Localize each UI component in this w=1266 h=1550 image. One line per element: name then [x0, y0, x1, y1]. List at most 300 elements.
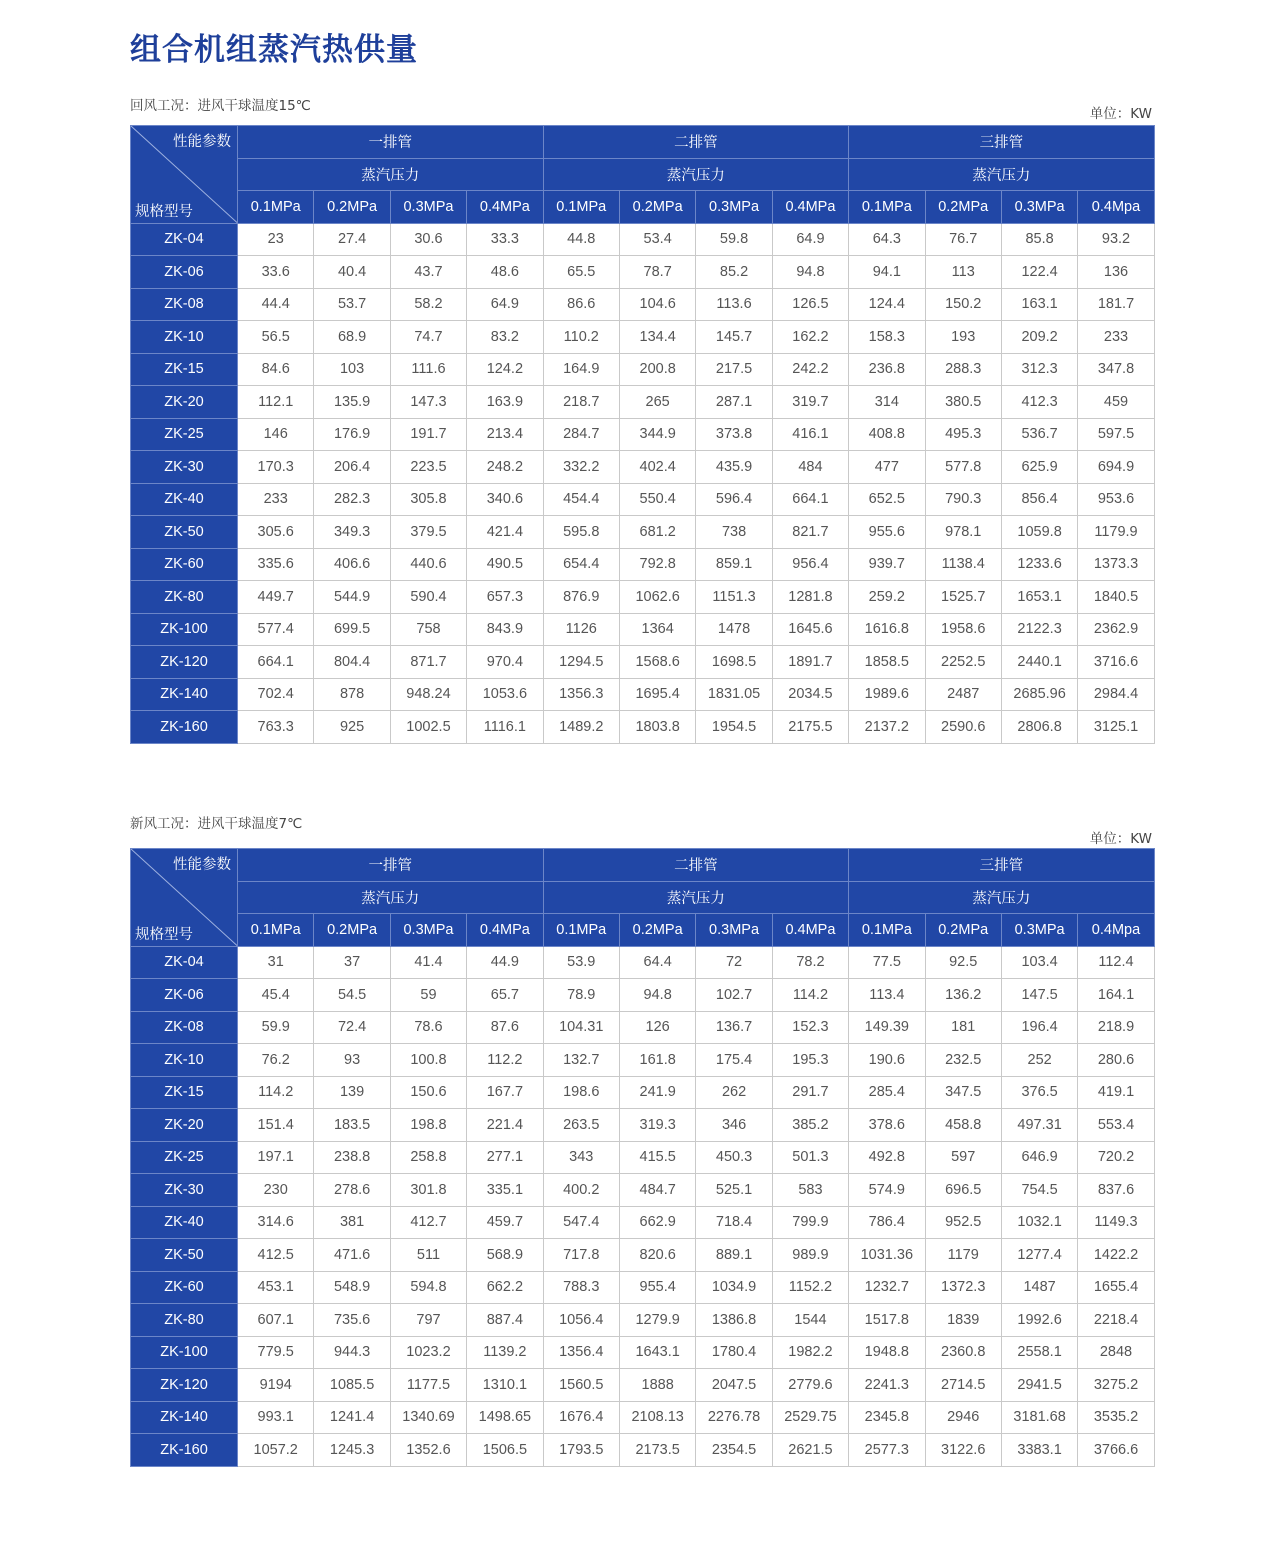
value-cell: 64.9 — [467, 288, 543, 321]
value-cell: 113 — [925, 256, 1001, 289]
value-cell: 1695.4 — [619, 678, 695, 711]
value-cell: 340.6 — [467, 483, 543, 516]
pressure-value-header-cell: 0.2MPa — [619, 191, 695, 224]
model-cell: ZK-04 — [131, 223, 238, 256]
value-cell: 989.9 — [772, 1239, 848, 1272]
value-cell: 209.2 — [1001, 321, 1077, 354]
value-cell: 681.2 — [619, 516, 695, 549]
value-cell: 2946 — [925, 1401, 1001, 1434]
model-cell: ZK-20 — [131, 386, 238, 419]
value-cell: 652.5 — [849, 483, 925, 516]
table-row — [131, 1141, 1155, 1174]
table-row — [131, 711, 1155, 744]
value-cell: 102.7 — [696, 979, 772, 1012]
value-cell: 104.31 — [543, 1011, 619, 1044]
value-cell: 664.1 — [772, 483, 848, 516]
value-cell: 717.8 — [543, 1239, 619, 1272]
value-cell: 1954.5 — [696, 711, 772, 744]
value-cell: 3766.6 — [1078, 1434, 1154, 1467]
value-cell: 1340.69 — [390, 1401, 466, 1434]
value-cell: 381 — [314, 1206, 390, 1239]
value-cell: 126.5 — [772, 288, 848, 321]
value-cell: 450.3 — [696, 1141, 772, 1174]
value-cell: 459 — [1078, 386, 1154, 419]
value-cell: 9194 — [238, 1369, 314, 1402]
value-cell: 1793.5 — [543, 1434, 619, 1467]
value-cell: 64.9 — [772, 223, 848, 256]
value-cell: 2241.3 — [849, 1369, 925, 1402]
value-cell: 346 — [696, 1109, 772, 1142]
value-cell: 1517.8 — [849, 1304, 925, 1337]
model-cell: ZK-140 — [131, 1401, 238, 1434]
value-cell: 1568.6 — [619, 646, 695, 679]
value-cell: 859.1 — [696, 548, 772, 581]
value-cell: 314 — [849, 386, 925, 419]
value-cell: 2984.4 — [1078, 678, 1154, 711]
model-cell: ZK-15 — [131, 353, 238, 386]
value-cell: 1310.1 — [467, 1369, 543, 1402]
pressure-header-cell: 蒸汽压力 — [238, 158, 544, 191]
value-cell: 198.6 — [543, 1076, 619, 1109]
value-cell: 206.4 — [314, 451, 390, 484]
value-cell: 2487 — [925, 678, 1001, 711]
value-cell: 792.8 — [619, 548, 695, 581]
value-cell: 223.5 — [390, 451, 466, 484]
corner-header-cell — [131, 849, 238, 947]
value-cell: 735.6 — [314, 1304, 390, 1337]
value-cell: 1840.5 — [1078, 581, 1154, 614]
model-cell: ZK-80 — [131, 581, 238, 614]
value-cell: 786.4 — [849, 1206, 925, 1239]
value-cell: 132.7 — [543, 1044, 619, 1077]
value-cell: 113.4 — [849, 979, 925, 1012]
value-cell: 236.8 — [849, 353, 925, 386]
value-cell: 550.4 — [619, 483, 695, 516]
value-cell: 449.7 — [238, 581, 314, 614]
corner-bottom-label: 规格型号 — [135, 203, 193, 220]
value-cell: 44.4 — [238, 288, 314, 321]
page-title: 组合机组蒸汽热供量 — [130, 32, 418, 68]
value-cell: 1151.3 — [696, 581, 772, 614]
value-cell: 1356.3 — [543, 678, 619, 711]
value-cell: 2621.5 — [772, 1434, 848, 1467]
value-cell: 878 — [314, 678, 390, 711]
value-cell: 196.4 — [1001, 1011, 1077, 1044]
pressure-value-header-cell: 0.3MPa — [1001, 914, 1077, 947]
value-cell: 2252.5 — [925, 646, 1001, 679]
value-cell: 1138.4 — [925, 548, 1001, 581]
pressure-value-header-cell: 0.2MPa — [314, 191, 390, 224]
value-cell: 2806.8 — [1001, 711, 1077, 744]
model-cell: ZK-30 — [131, 1174, 238, 1207]
value-cell: 3122.6 — [925, 1434, 1001, 1467]
value-cell: 103.4 — [1001, 946, 1077, 979]
value-cell: 2034.5 — [772, 678, 848, 711]
value-cell: 490.5 — [467, 548, 543, 581]
value-cell: 1177.5 — [390, 1369, 466, 1402]
value-cell: 871.7 — [390, 646, 466, 679]
value-cell: 1676.4 — [543, 1401, 619, 1434]
value-cell: 258.8 — [390, 1141, 466, 1174]
value-cell: 525.1 — [696, 1174, 772, 1207]
value-cell: 176.9 — [314, 418, 390, 451]
table-row — [131, 1369, 1155, 1402]
value-cell: 78.2 — [772, 946, 848, 979]
pressure-header-cell: 蒸汽压力 — [849, 881, 1155, 914]
value-cell: 696.5 — [925, 1174, 1001, 1207]
value-cell: 454.4 — [543, 483, 619, 516]
value-cell: 76.7 — [925, 223, 1001, 256]
table-row — [131, 321, 1155, 354]
table-row — [131, 548, 1155, 581]
value-cell: 856.4 — [1001, 483, 1077, 516]
value-cell: 40.4 — [314, 256, 390, 289]
value-cell: 288.3 — [925, 353, 1001, 386]
value-cell: 495.3 — [925, 418, 1001, 451]
value-cell: 53.7 — [314, 288, 390, 321]
value-cell: 1059.8 — [1001, 516, 1077, 549]
value-cell: 607.1 — [238, 1304, 314, 1337]
value-cell: 135.9 — [314, 386, 390, 419]
value-cell: 1031.36 — [849, 1239, 925, 1272]
pressure-header-cell: 蒸汽压力 — [543, 881, 849, 914]
value-cell: 72.4 — [314, 1011, 390, 1044]
value-cell: 238.8 — [314, 1141, 390, 1174]
model-cell: ZK-50 — [131, 516, 238, 549]
value-cell: 94.8 — [772, 256, 848, 289]
value-cell: 2360.8 — [925, 1336, 1001, 1369]
value-cell: 412.7 — [390, 1206, 466, 1239]
value-cell: 1139.2 — [467, 1336, 543, 1369]
value-cell: 163.9 — [467, 386, 543, 419]
value-cell: 41.4 — [390, 946, 466, 979]
table-row — [131, 581, 1155, 614]
table-row — [131, 1206, 1155, 1239]
value-cell: 349.3 — [314, 516, 390, 549]
value-cell: 3535.2 — [1078, 1401, 1154, 1434]
value-cell: 112.4 — [1078, 946, 1154, 979]
value-cell: 577.4 — [238, 613, 314, 646]
table-row — [131, 1271, 1155, 1304]
pressure-header-cell: 蒸汽压力 — [543, 158, 849, 191]
value-cell: 287.1 — [696, 386, 772, 419]
value-cell: 597 — [925, 1141, 1001, 1174]
model-cell: ZK-10 — [131, 321, 238, 354]
value-cell: 790.3 — [925, 483, 1001, 516]
value-cell: 1958.6 — [925, 613, 1001, 646]
value-cell: 122.4 — [1001, 256, 1077, 289]
value-cell: 86.6 — [543, 288, 619, 321]
value-cell: 955.6 — [849, 516, 925, 549]
table-row — [131, 353, 1155, 386]
value-cell: 1149.3 — [1078, 1206, 1154, 1239]
pressure-value-header-cell: 0.3MPa — [696, 191, 772, 224]
value-cell: 233 — [1078, 321, 1154, 354]
value-cell: 459.7 — [467, 1206, 543, 1239]
value-cell: 577.8 — [925, 451, 1001, 484]
value-cell: 1364 — [619, 613, 695, 646]
value-cell: 74.7 — [390, 321, 466, 354]
value-cell: 2345.8 — [849, 1401, 925, 1434]
value-cell: 77.5 — [849, 946, 925, 979]
model-cell: ZK-20 — [131, 1109, 238, 1142]
value-cell: 3181.68 — [1001, 1401, 1077, 1434]
value-cell: 843.9 — [467, 613, 543, 646]
value-cell: 100.8 — [390, 1044, 466, 1077]
value-cell: 406.6 — [314, 548, 390, 581]
value-cell: 213.4 — [467, 418, 543, 451]
value-cell: 83.2 — [467, 321, 543, 354]
value-cell: 664.1 — [238, 646, 314, 679]
value-cell: 291.7 — [772, 1076, 848, 1109]
value-cell: 136 — [1078, 256, 1154, 289]
value-cell: 2276.78 — [696, 1401, 772, 1434]
value-cell: 37 — [314, 946, 390, 979]
value-cell: 147.3 — [390, 386, 466, 419]
group-header-cell: 一排管 — [238, 126, 544, 159]
value-cell: 625.9 — [1001, 451, 1077, 484]
value-cell: 2175.5 — [772, 711, 848, 744]
value-cell: 590.4 — [390, 581, 466, 614]
value-cell: 183.5 — [314, 1109, 390, 1142]
value-cell: 161.8 — [619, 1044, 695, 1077]
value-cell: 1888 — [619, 1369, 695, 1402]
value-cell: 93 — [314, 1044, 390, 1077]
value-cell: 400.2 — [543, 1174, 619, 1207]
value-cell: 31 — [238, 946, 314, 979]
value-cell: 415.5 — [619, 1141, 695, 1174]
value-cell: 23 — [238, 223, 314, 256]
pressure-value-header-cell: 0.2MPa — [619, 914, 695, 947]
value-cell: 657.3 — [467, 581, 543, 614]
value-cell: 497.31 — [1001, 1109, 1077, 1142]
value-cell: 662.2 — [467, 1271, 543, 1304]
value-cell: 170.3 — [238, 451, 314, 484]
value-cell: 1152.2 — [772, 1271, 848, 1304]
model-cell: ZK-25 — [131, 1141, 238, 1174]
table-row — [131, 1044, 1155, 1077]
value-cell: 662.9 — [619, 1206, 695, 1239]
model-cell: ZK-160 — [131, 711, 238, 744]
value-cell: 112.1 — [238, 386, 314, 419]
value-cell: 78.7 — [619, 256, 695, 289]
value-cell: 754.5 — [1001, 1174, 1077, 1207]
value-cell: 1057.2 — [238, 1434, 314, 1467]
value-cell: 347.5 — [925, 1076, 1001, 1109]
value-cell: 955.4 — [619, 1271, 695, 1304]
value-cell: 408.8 — [849, 418, 925, 451]
value-cell: 3383.1 — [1001, 1434, 1077, 1467]
value-cell: 242.2 — [772, 353, 848, 386]
value-cell: 146 — [238, 418, 314, 451]
value-cell: 335.6 — [238, 548, 314, 581]
value-cell: 2714.5 — [925, 1369, 1001, 1402]
value-cell: 136.2 — [925, 979, 1001, 1012]
value-cell: 889.1 — [696, 1239, 772, 1272]
value-cell: 471.6 — [314, 1239, 390, 1272]
model-cell: ZK-60 — [131, 548, 238, 581]
value-cell: 477 — [849, 451, 925, 484]
value-cell: 94.1 — [849, 256, 925, 289]
value-cell: 484 — [772, 451, 848, 484]
value-cell: 1034.9 — [696, 1271, 772, 1304]
value-cell: 758 — [390, 613, 466, 646]
model-cell: ZK-10 — [131, 1044, 238, 1077]
value-cell: 54.5 — [314, 979, 390, 1012]
value-cell: 378.6 — [849, 1109, 925, 1142]
pressure-value-header-cell: 0.1MPa — [543, 191, 619, 224]
model-cell: ZK-06 — [131, 256, 238, 289]
value-cell: 113.6 — [696, 288, 772, 321]
value-cell: 694.9 — [1078, 451, 1154, 484]
value-cell: 68.9 — [314, 321, 390, 354]
value-cell: 379.5 — [390, 516, 466, 549]
value-cell: 252 — [1001, 1044, 1077, 1077]
value-cell: 548.9 — [314, 1271, 390, 1304]
value-cell: 797 — [390, 1304, 466, 1337]
value-cell: 59.9 — [238, 1011, 314, 1044]
value-cell: 59 — [390, 979, 466, 1012]
corner-top-label: 性能参数 — [173, 134, 231, 150]
value-cell: 53.9 — [543, 946, 619, 979]
value-cell: 92.5 — [925, 946, 1001, 979]
value-cell: 1982.2 — [772, 1336, 848, 1369]
table-row — [131, 451, 1155, 484]
table-row — [131, 256, 1155, 289]
pressure-header-cell: 蒸汽压力 — [238, 881, 544, 914]
value-cell: 435.9 — [696, 451, 772, 484]
pressure-value-header-cell: 0.1MPa — [238, 914, 314, 947]
table-row — [131, 1239, 1155, 1272]
value-cell: 114.2 — [238, 1076, 314, 1109]
header-row-groups — [131, 849, 1155, 882]
value-cell: 151.4 — [238, 1109, 314, 1142]
value-cell: 248.2 — [467, 451, 543, 484]
value-cell: 2440.1 — [1001, 646, 1077, 679]
condition-label-fresh-air: 新风工况：进风干球温度7℃ — [130, 816, 303, 832]
value-cell: 1653.1 — [1001, 581, 1077, 614]
model-cell: ZK-15 — [131, 1076, 238, 1109]
value-cell: 484.7 — [619, 1174, 695, 1207]
value-cell: 1489.2 — [543, 711, 619, 744]
value-cell: 412.5 — [238, 1239, 314, 1272]
value-cell: 1179.9 — [1078, 516, 1154, 549]
value-cell: 376.5 — [1001, 1076, 1077, 1109]
value-cell: 2848 — [1078, 1336, 1154, 1369]
value-cell: 1279.9 — [619, 1304, 695, 1337]
value-cell: 837.6 — [1078, 1174, 1154, 1207]
value-cell: 277.1 — [467, 1141, 543, 1174]
table-row — [131, 1304, 1155, 1337]
value-cell: 181 — [925, 1011, 1001, 1044]
value-cell: 198.8 — [390, 1109, 466, 1142]
value-cell: 48.6 — [467, 256, 543, 289]
value-cell: 1989.6 — [849, 678, 925, 711]
value-cell: 373.8 — [696, 418, 772, 451]
pressure-value-header-cell: 0.4MPa — [772, 191, 848, 224]
value-cell: 1780.4 — [696, 1336, 772, 1369]
value-cell: 2941.5 — [1001, 1369, 1077, 1402]
value-cell: 2529.75 — [772, 1401, 848, 1434]
value-cell: 2362.9 — [1078, 613, 1154, 646]
value-cell: 1698.5 — [696, 646, 772, 679]
value-cell: 1062.6 — [619, 581, 695, 614]
value-cell: 343 — [543, 1141, 619, 1174]
table-row — [131, 1336, 1155, 1369]
value-cell: 145.7 — [696, 321, 772, 354]
value-cell: 583 — [772, 1174, 848, 1207]
heat-supply-table-fresh-air — [130, 848, 1155, 1467]
group-header-cell: 二排管 — [543, 126, 849, 159]
value-cell: 536.7 — [1001, 418, 1077, 451]
group-header-cell: 二排管 — [543, 849, 849, 882]
value-cell: 103 — [314, 353, 390, 386]
condition-label-return-air: 回风工况：进风干球温度15℃ — [130, 98, 311, 114]
table-row — [131, 1401, 1155, 1434]
value-cell: 453.1 — [238, 1271, 314, 1304]
value-cell: 175.4 — [696, 1044, 772, 1077]
value-cell: 1839 — [925, 1304, 1001, 1337]
group-header-cell: 三排管 — [849, 126, 1155, 159]
table-row — [131, 1011, 1155, 1044]
value-cell: 779.5 — [238, 1336, 314, 1369]
table-row — [131, 1434, 1155, 1467]
corner-header-cell — [131, 126, 238, 224]
value-cell: 1116.1 — [467, 711, 543, 744]
value-cell: 344.9 — [619, 418, 695, 451]
value-cell: 191.7 — [390, 418, 466, 451]
table-row — [131, 1174, 1155, 1207]
model-cell: ZK-30 — [131, 451, 238, 484]
model-cell: ZK-06 — [131, 979, 238, 1012]
table-row — [131, 1109, 1155, 1142]
value-cell: 492.8 — [849, 1141, 925, 1174]
value-cell: 2047.5 — [696, 1369, 772, 1402]
value-cell: 332.2 — [543, 451, 619, 484]
value-cell: 263.5 — [543, 1109, 619, 1142]
value-cell: 2137.2 — [849, 711, 925, 744]
pressure-value-header-cell: 0.2MPa — [925, 914, 1001, 947]
value-cell: 181.7 — [1078, 288, 1154, 321]
table-row — [131, 646, 1155, 679]
pressure-value-header-cell: 0.1MPa — [849, 191, 925, 224]
value-cell: 305.8 — [390, 483, 466, 516]
pressure-value-header-cell: 0.1MPa — [849, 914, 925, 947]
value-cell: 241.9 — [619, 1076, 695, 1109]
value-cell: 45.4 — [238, 979, 314, 1012]
value-cell: 952.5 — [925, 1206, 1001, 1239]
value-cell: 3275.2 — [1078, 1369, 1154, 1402]
value-cell: 1085.5 — [314, 1369, 390, 1402]
value-cell: 1525.7 — [925, 581, 1001, 614]
value-cell: 134.4 — [619, 321, 695, 354]
model-cell: ZK-08 — [131, 1011, 238, 1044]
value-cell: 1053.6 — [467, 678, 543, 711]
value-cell: 1803.8 — [619, 711, 695, 744]
value-cell: 820.6 — [619, 1239, 695, 1272]
value-cell: 30.6 — [390, 223, 466, 256]
value-cell: 1386.8 — [696, 1304, 772, 1337]
value-cell: 1506.5 — [467, 1434, 543, 1467]
value-cell: 217.5 — [696, 353, 772, 386]
value-cell: 114.2 — [772, 979, 848, 1012]
pressure-value-header-cell: 0.1MPa — [238, 191, 314, 224]
pressure-value-header-cell: 0.3MPa — [696, 914, 772, 947]
value-cell: 233 — [238, 483, 314, 516]
value-cell: 970.4 — [467, 646, 543, 679]
pressure-value-header-cell: 0.4MPa — [467, 191, 543, 224]
value-cell: 440.6 — [390, 548, 466, 581]
